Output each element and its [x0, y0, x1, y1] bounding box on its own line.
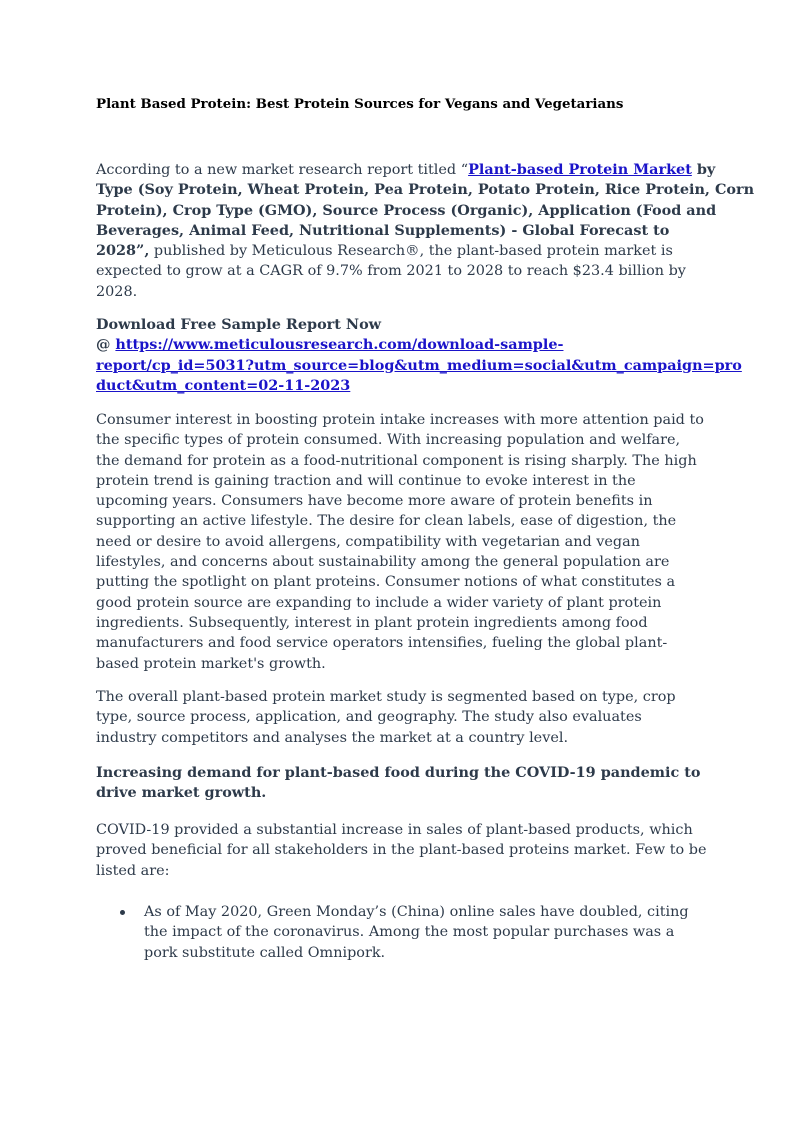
paragraph-line: putting the spotlight on plant proteins. Consumer notions of what constitutes a — [96, 574, 676, 591]
section-heading-line: Increasing demand for plant-based food during the COVID-19 pandemic to — [96, 764, 701, 781]
intro-prefix: According to a new market research report titled “ — [96, 162, 469, 178]
paragraph-line: listed are: — [96, 862, 170, 879]
paragraph-line: protein trend is gaining traction and will continue to evoke interest in the — [96, 472, 636, 489]
report-link[interactable]: Plant-based Protein Market — [468, 161, 692, 178]
paragraph-line: the demand for protein as a food-nutritional component is rising sharply. The high — [96, 452, 697, 469]
paragraph-line: The overall plant-based protein market study is segmented based on type, crop — [96, 689, 676, 705]
intro-bold-end: 2028”, — [96, 242, 150, 260]
download-url-line-3 — [96, 376, 742, 396]
bullet-icon — [120, 910, 125, 915]
paragraph-line: need or desire to avoid allergens, compatibility with vegetarian and vegan — [96, 533, 640, 550]
intro-line-5 — [96, 241, 754, 261]
download-url-link[interactable]: duct&utm_content=02-11-2023 — [96, 376, 351, 394]
intro-bold-line: Type (Soy Protein, Wheat Protein, Pea Protein, Potato Protein, Rice Protein, Corn — [96, 181, 755, 199]
covid-paragraph — [96, 820, 707, 881]
intro-rest-line: 2028. — [96, 283, 138, 300]
list-item — [96, 902, 696, 963]
download-url-link[interactable]: report/cp_id=5031?utm_source=blog&utm_medium=social&utm_campaign=pro — [96, 356, 742, 374]
paragraph-line: lifestyles, and concerns about sustainability among the general population are — [96, 554, 670, 571]
bullet-line: pork substitute called Omnipork. — [144, 944, 386, 961]
intro-rest-line: expected to grow at a CAGR of 9.7% from 2021 to 2028 to reach $23.4 billion by — [96, 263, 686, 280]
download-url-line-2 — [96, 356, 742, 376]
bullet-line: the impact of the coronavirus. Among the most popular purchases was a — [144, 924, 675, 941]
download-url-link[interactable]: https://www.meticulousresearch.com/download-sample- — [115, 336, 564, 354]
paragraph-line: ingredients. Subsequently, interest in plant protein ingredients among food — [96, 614, 648, 631]
download-url-line-1 — [96, 335, 742, 355]
paragraph-line: industry competitors and analyses the market at a country level. — [96, 729, 569, 746]
paragraph-line: type, source process, application, and geography. The study also evaluates — [96, 709, 642, 726]
paragraph-line: the specific types of protein consumed. With increasing population and welfare, — [96, 432, 681, 449]
consumer-interest-paragraph — [96, 410, 704, 674]
paragraph-line: based protein market's growth. — [96, 655, 326, 672]
paragraph-line: COVID-19 provided a substantial increase in sales of plant-based products, which — [96, 822, 693, 838]
intro-bold-line: Beverages, Animal Feed, Nutritional Supplements) - Global Forecast to — [96, 221, 670, 239]
paragraph-line: upcoming years. Consumers have become more aware of protein benefits in — [96, 493, 653, 510]
download-heading: Download Free Sample Report Now — [96, 316, 382, 333]
intro-line-1 — [96, 160, 754, 180]
intro-rest: published by Meticulous Research®, the plant-based protein market is — [149, 243, 673, 260]
paragraph-line: manufacturers and food service operators intensifies, fueling the global plant- — [96, 635, 668, 652]
bullet-list — [96, 902, 696, 963]
section-heading-line: drive market growth. — [96, 784, 267, 802]
download-section — [96, 315, 742, 396]
bullet-line: As of May 2020, Green Monday’s (China) online sales have doubled, citing — [144, 904, 689, 920]
intro-paragraph — [96, 160, 754, 302]
paragraph-line: Consumer interest in boosting protein intake increases with more attention paid to — [96, 412, 704, 428]
at-symbol: @ — [96, 336, 116, 354]
paragraph-line: good protein source are expanding to include a wider variety of plant protein — [96, 594, 662, 611]
intro-bold-line: Protein), Crop Type (GMO), Source Process (Organic), Application (Food and — [96, 201, 717, 219]
intro-line1-tail: by — [691, 161, 716, 178]
paragraph-line: proved beneficial for all stakeholders in the plant-based proteins market. Few to be — [96, 842, 707, 859]
market-study-paragraph — [96, 687, 676, 748]
document-title: Plant Based Protein: Best Protein Sources for Vegans and Vegetarians — [96, 96, 624, 112]
paragraph-line: supporting an active lifestyle. The desire for clean labels, ease of digestion, the — [96, 513, 677, 530]
section-heading — [96, 763, 700, 804]
